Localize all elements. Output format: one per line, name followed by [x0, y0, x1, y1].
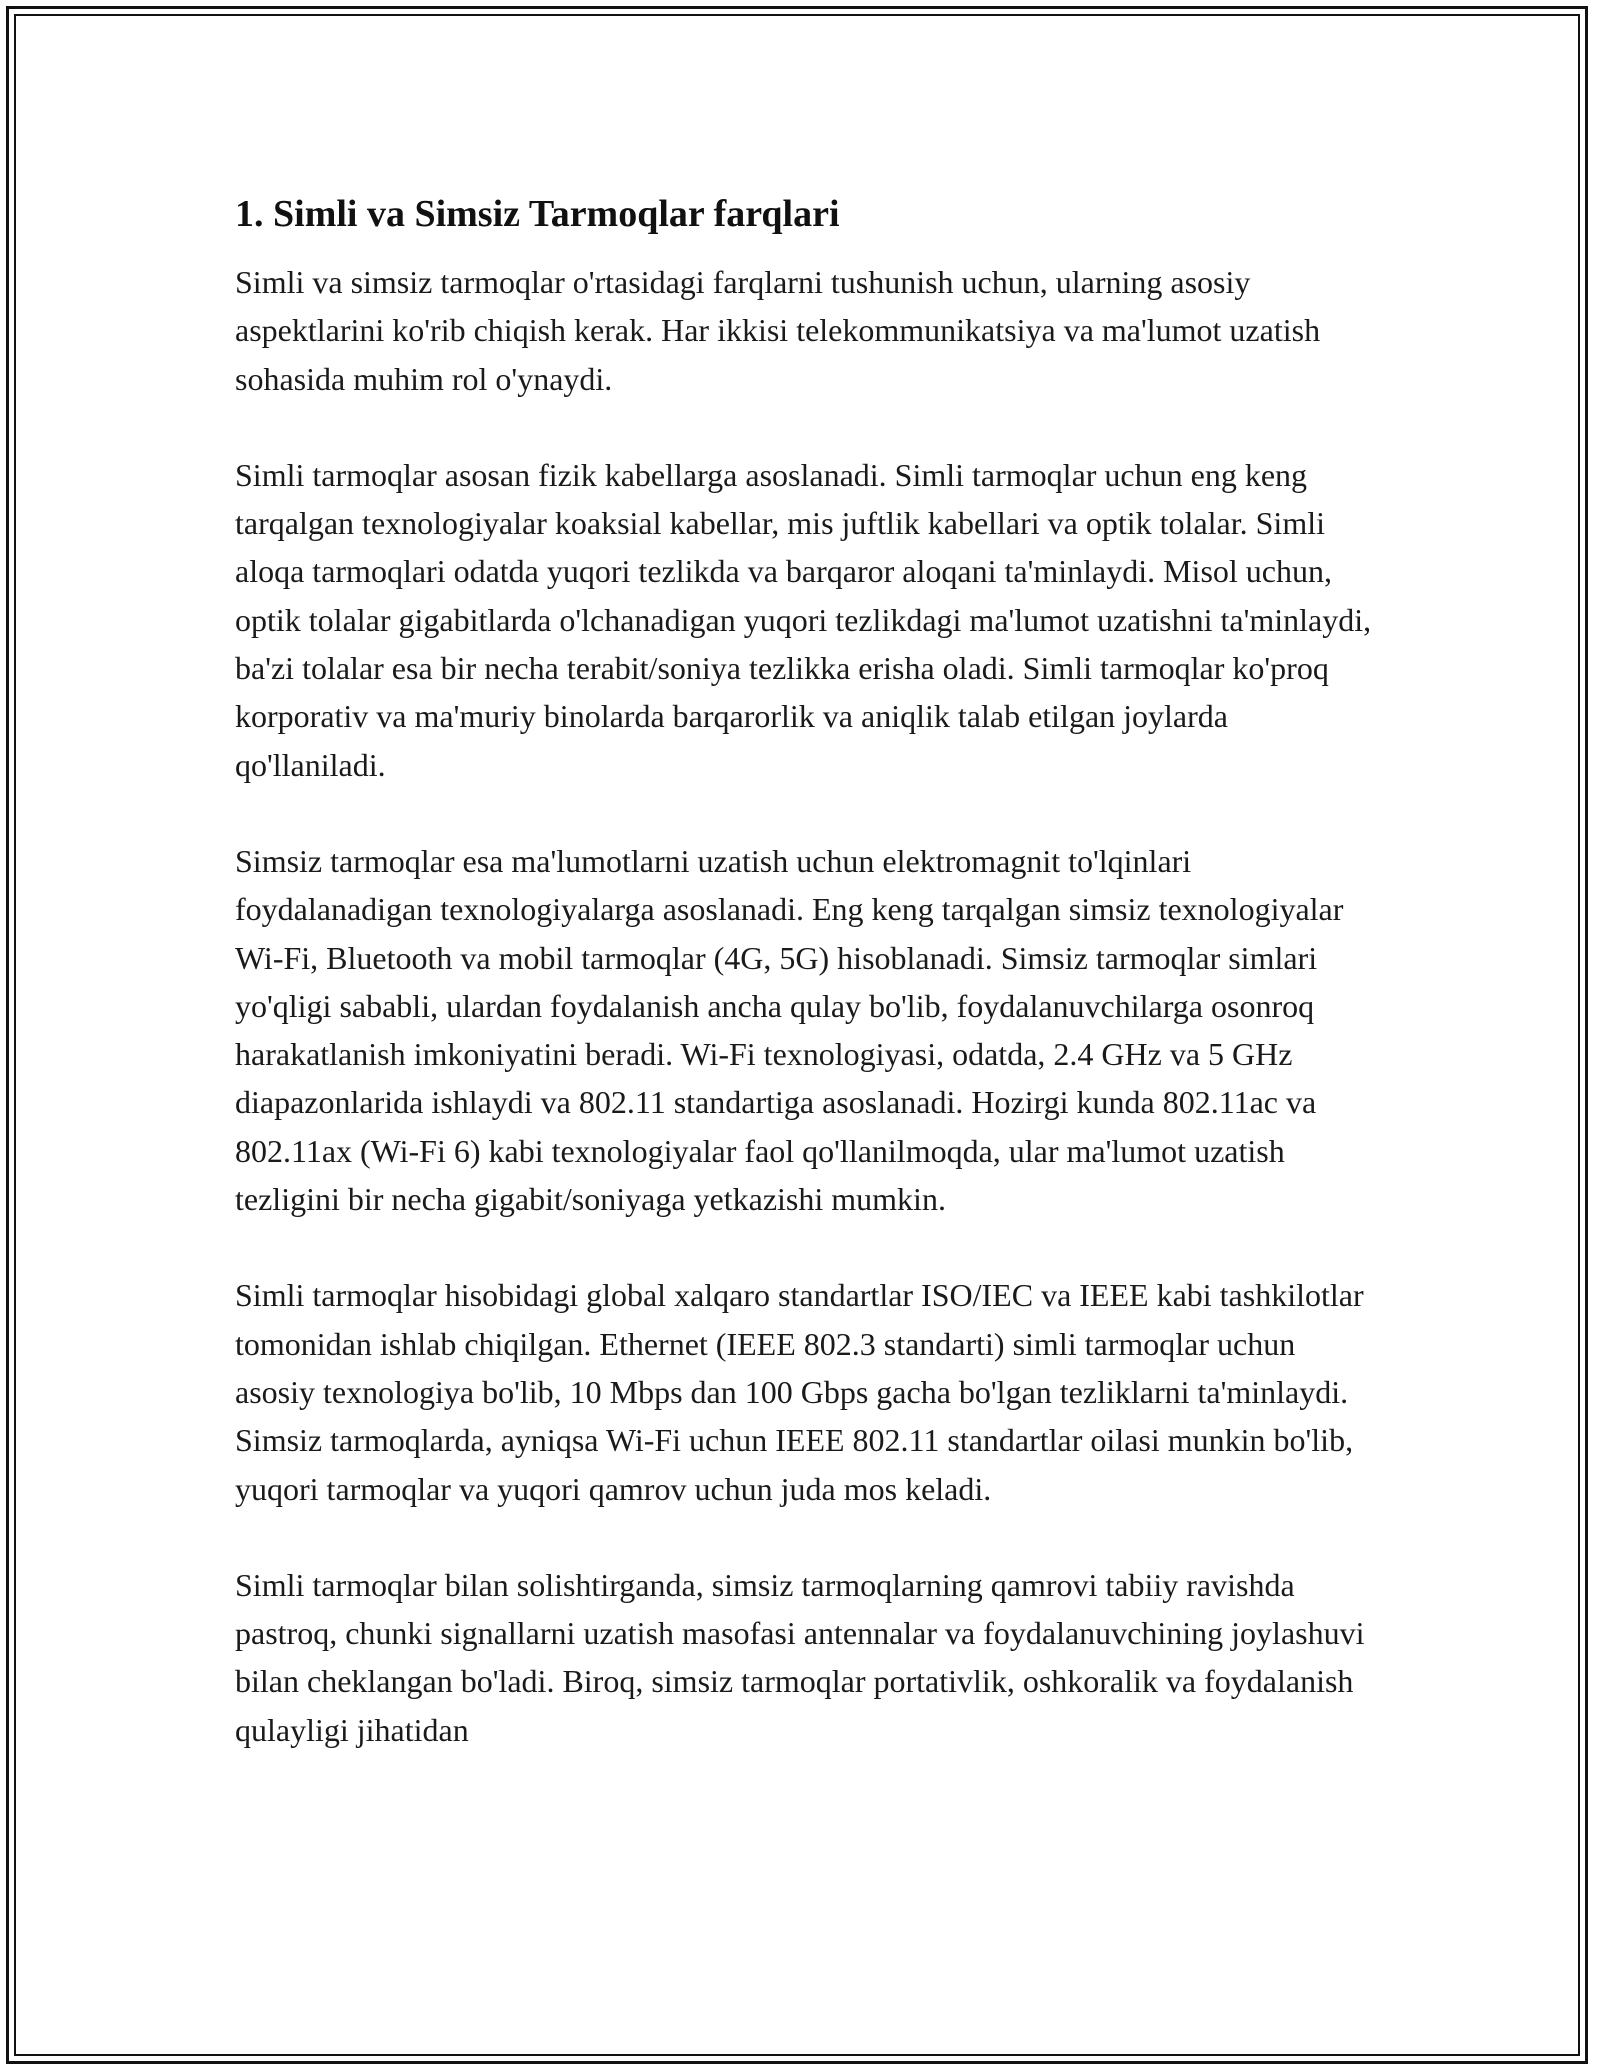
paragraph-wireless-networks: Simsiz tarmoqlar esa ma'lumotlarni uzatish uchun elektromagnit to'lqinlari foydalanadigan texnologiyalarga asoslanadi. Eng keng tarqalgan simsiz texnologiyalar Wi-Fi, Bluetooth va mobil tarmoqlar (4G, 5G) hisoblanadi. Simsiz tarmoqlar simlari yo'qligi sababli, ulardan foydalanish ancha qulay bo'lib, foydalanuvchilarga osonroq harakatlanish imkoniyatini beradi. Wi-Fi texnologiyasi, odatda, 2.4 GHz va 5 GHz diapazonlarida ishlaydi va 802.11 standartiga asoslanadi. Hozirgi kunda 802.11ac va 802.11ax (Wi-Fi 6) kabi texnologiyalar faol qo'llanilmoqda, ular ma'lumot uzatish tezligini bir necha gigabit/soniyaga yetkazishi mumkin. — [235, 842, 1344, 1218]
paragraph-standards: Simli tarmoqlar hisobidagi global xalqaro standartlar ISO/IEC va IEEE kabi tashkilotlar tomonidan ishlab chiqilgan. Ethernet (IEEE 802.3 standarti) simli tarmoqlar uchun asosiy texnologiya bo'lib, 10 Mbps dan 100 Gbps gacha bo'lgan tezliklarni ta'minlaydi. Simsiz tarmoqlarda, ayniqsa Wi-Fi uchun IEEE 802.11 standartlar oilasi munkin bo'lib, yuqori tarmoqlar va yuqori qamrov uchun juda mos keladi. — [235, 1277, 1364, 1507]
paragraph-comparison: Simli tarmoqlar bilan solishtirganda, simsiz tarmoqlarning qamrovi tabiiy ravishda pastroq, chunki signallarni uzatish masofasi antennalar va foydalanuvchining joylashuvi bilan cheklangan bo'ladi. Biroq, simsiz tarmoqlar portativlik, oshkoralik va foydalanish qulayligi jihatidan — [235, 1566, 1365, 1748]
page-title: 1. Simli va Simsiz Tarmoqlar farqlari — [235, 193, 840, 235]
document-body — [235, 190, 1375, 1754]
paragraph-intro: Simli va simsiz tarmoqlar o'rtasidagi farqlarni tushunish uchun, ularning asosiy aspektlarini ko'rib chiqish kerak. Har ikkisi telekommunikatsiya va ma'lumot uzatish sohasida muhim rol o'ynaydi. — [235, 264, 1321, 397]
paragraph-wired-networks: Simli tarmoqlar asosan fizik kabellarga asoslanadi. Simli tarmoqlar uchun eng keng tarqalgan texnologiyalar koaksial kabellar, mis juftlik kabellari va optik tolalar. Simli aloqa tarmoqlari odatda yuqori tezlikda va barqaror aloqani ta'minlaydi. Misol uchun, optik tolalar gigabitlarda o'lchanadigan yuqori tezlikdagi ma'lumot uzatishni ta'minlaydi, ba'zi tolalar esa bir necha terabit/soniya tezlikka erisha oladi. Simli tarmoqlar ko'proq korporativ va ma'muriy binolarda barqarorlik va aniqlik talab etilgan joylarda qo'llaniladi. — [235, 456, 1372, 783]
